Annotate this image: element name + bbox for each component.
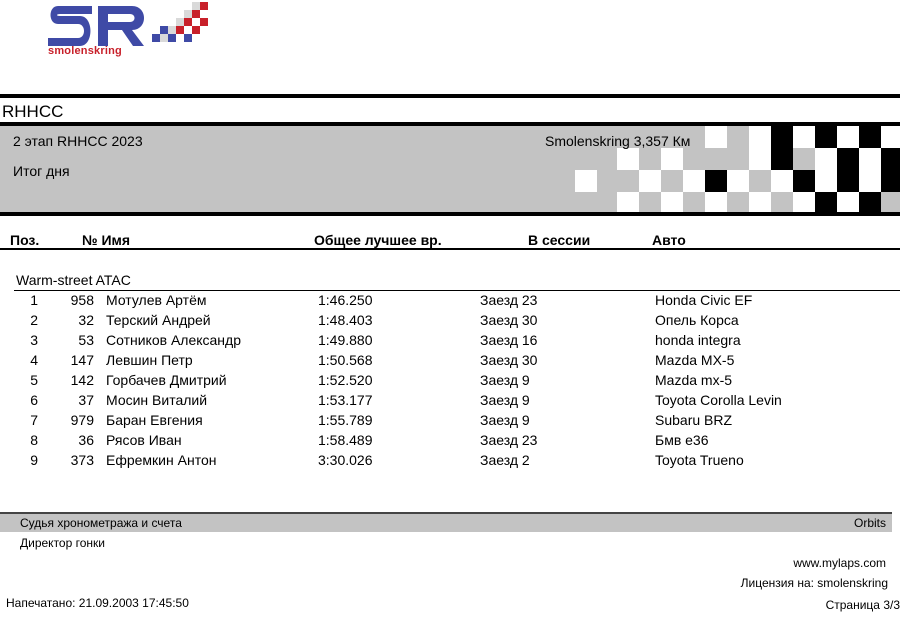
row-car: honda integra (655, 332, 741, 348)
row-pos: 8 (30, 432, 38, 448)
row-car: Mazda MX-5 (655, 352, 735, 368)
row-driver-name: Рясов Иван (106, 432, 182, 448)
row-number: 37 (78, 392, 94, 408)
header-pos: Поз. (10, 232, 40, 248)
row-best-time: 1:52.520 (318, 372, 373, 388)
row-pos: 4 (30, 352, 38, 368)
row-session: Заезд 23 (480, 292, 538, 308)
row-session: Заезд 9 (480, 372, 530, 388)
row-pos: 1 (30, 292, 38, 308)
table-row (0, 392, 900, 412)
printed-date: Напечатано: 21.09.2003 17:45:50 (6, 596, 189, 610)
header-session: В сессии (528, 232, 591, 248)
row-driver-name: Терский Андрей (106, 312, 211, 328)
row-best-time: 1:46.250 (318, 292, 373, 308)
header-car: Авто (652, 232, 686, 248)
row-pos: 7 (30, 412, 38, 428)
row-driver-name: Мосин Виталий (106, 392, 208, 408)
row-number: 958 (70, 292, 94, 308)
table-row (0, 452, 900, 472)
top-rule (0, 94, 900, 98)
row-car: Mazda mx-5 (655, 372, 733, 388)
table-row (0, 292, 900, 312)
banner-bottom-rule (0, 212, 900, 216)
row-best-time: 1:55.789 (318, 412, 373, 428)
series-title: RHHCC (2, 102, 64, 121)
timekeeper-label: Судья хронометража и счета (20, 516, 182, 530)
row-session: Заезд 23 (480, 432, 538, 448)
row-session: Заезд 9 (480, 392, 530, 408)
row-pos: 9 (30, 452, 38, 468)
row-car: Toyota Corolla Levin (655, 392, 782, 408)
row-session: Заезд 9 (480, 412, 530, 428)
logo-text: smolenskring (48, 45, 122, 57)
table-row (0, 312, 900, 332)
row-pos: 3 (30, 332, 38, 348)
row-car: Опель Корса (655, 312, 739, 328)
license-text: Лицензия на: smolenskring (740, 576, 888, 590)
row-driver-name: Баран Евгения (106, 412, 203, 428)
row-driver-name: Мотулев Артём (106, 292, 207, 308)
class-rule (14, 290, 900, 291)
row-best-time: 1:58.489 (318, 432, 373, 448)
row-number: 53 (78, 332, 94, 348)
row-car: Бмв е36 (655, 432, 709, 448)
table-row (0, 412, 900, 432)
row-number: 142 (70, 372, 94, 388)
row-car: Toyota Trueno (655, 452, 744, 468)
row-session: Заезд 16 (480, 332, 538, 348)
row-car: Subaru BRZ (655, 412, 733, 428)
row-car: Honda Civic EF (655, 292, 753, 308)
event-banner (0, 126, 900, 212)
header-best-time: Общее лучшее вр. (314, 232, 442, 248)
row-best-time: 3:30.026 (318, 452, 373, 468)
row-best-time: 1:53.177 (318, 392, 373, 408)
row-driver-name: Горбачев Дмитрий (106, 372, 227, 388)
row-number: 147 (70, 352, 94, 368)
row-driver-name: Ефремкин Антон (106, 452, 217, 468)
table-row (0, 352, 900, 372)
row-number: 373 (70, 452, 94, 468)
row-driver-name: Сотников Александр (106, 332, 241, 348)
page-number: Страница 3/3 (825, 598, 900, 612)
table-row (0, 432, 900, 452)
row-best-time: 1:50.568 (318, 352, 373, 368)
row-session: Заезд 30 (480, 312, 538, 328)
row-driver-name: Левшин Петр (106, 352, 193, 368)
row-best-time: 1:48.403 (318, 312, 373, 328)
row-number: 32 (78, 312, 94, 328)
orbits-label: Orbits (853, 516, 886, 530)
table-row (0, 372, 900, 392)
website-link[interactable]: www.mylaps.com (793, 556, 886, 570)
row-pos: 6 (30, 392, 38, 408)
footer-bar (0, 512, 892, 532)
event-subtitle: Итог дня (13, 163, 70, 179)
class-name: Warm-street ATAC (16, 272, 131, 288)
row-pos: 2 (30, 312, 38, 328)
track-name: Smolenskring 3,357 Км (545, 133, 691, 149)
row-session: Заезд 2 (480, 452, 530, 468)
row-best-time: 1:49.880 (318, 332, 373, 348)
event-title: 2 этап RHHCC 2023 (13, 133, 143, 149)
header-no-name: № Имя (82, 232, 131, 248)
race-director-label: Директор гонки (20, 536, 105, 550)
table-row (0, 332, 900, 352)
row-number: 979 (70, 412, 94, 428)
row-number: 36 (78, 432, 94, 448)
header-rule (0, 248, 900, 250)
row-pos: 5 (30, 372, 38, 388)
row-session: Заезд 30 (480, 352, 538, 368)
